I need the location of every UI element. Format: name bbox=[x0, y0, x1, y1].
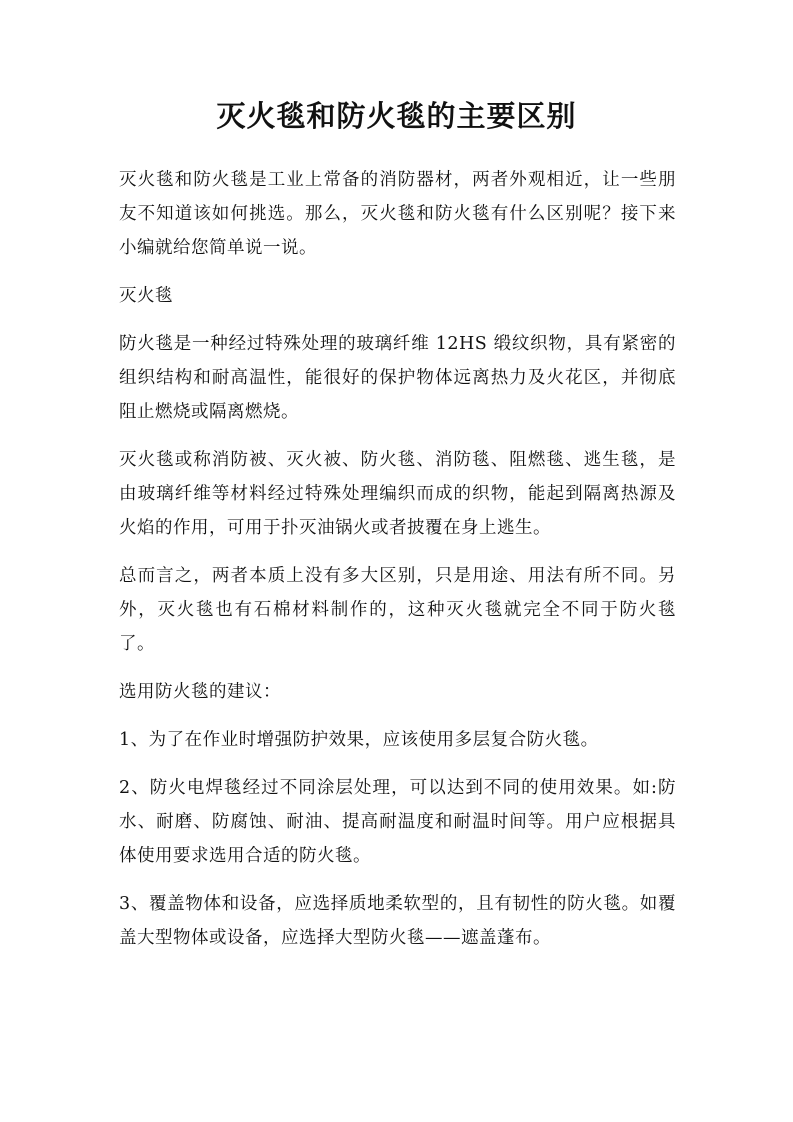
paragraph-intro: 灭火毯和防火毯是工业上常备的消防器材，两者外观相近，让一些朋友不知道该如何挑选。那么，灭火毯和防火毯有什么区别呢？接下来小编就给您简单说一说。 bbox=[119, 170, 676, 258]
list-item-suggestion-1: 1、为了在作业时增强防护效果，应该使用多层复合防火毯。 bbox=[119, 730, 599, 750]
paragraph-fire-blanket-definition: 灭火毯或称消防被、灭火被、防火毯、消防毯、阻燃毯、逃生毯，是由玻璃纤维等材料经过特殊处理编织而成的织物，能起到隔离热源及火焰的作用，可用于扑灭油锅火或者披覆在身上逃生。 bbox=[119, 450, 676, 538]
section-heading-suggestions: 选用防火毯的建议： bbox=[119, 682, 281, 702]
section-heading-fire-blanket: 灭火毯 bbox=[119, 286, 173, 306]
paragraph-fireproof-blanket-definition: 防火毯是一种经过特殊处理的玻璃纤维 12HS 缎纹织物，具有紧密的组织结构和耐高温性，能很好的保护物体远离热力及火花区，并彻底阻止燃烧或隔离燃烧。 bbox=[119, 334, 676, 422]
list-item-suggestion-3: 3、覆盖物体和设备，应选择质地柔软型的，且有韧性的防火毯。如覆盖大型物体或设备，应选择大型防火毯——遮盖蓬布。 bbox=[119, 894, 676, 948]
list-item-suggestion-2: 2、防火电焊毯经过不同涂层处理，可以达到不同的使用效果。如:防水、耐磨、防腐蚀、耐油、提高耐温度和耐温时间等。用户应根据具体使用要求选用合适的防火毯。 bbox=[119, 778, 676, 866]
page-title: 灭火毯和防火毯的主要区别 bbox=[216, 99, 577, 133]
document-body bbox=[119, 163, 676, 969]
paragraph-summary: 总而言之，两者本质上没有多大区别，只是用途、用法有所不同。另外，灭火毯也有石棉材料制作的，这种灭火毯就完全不同于防火毯了。 bbox=[119, 566, 676, 654]
